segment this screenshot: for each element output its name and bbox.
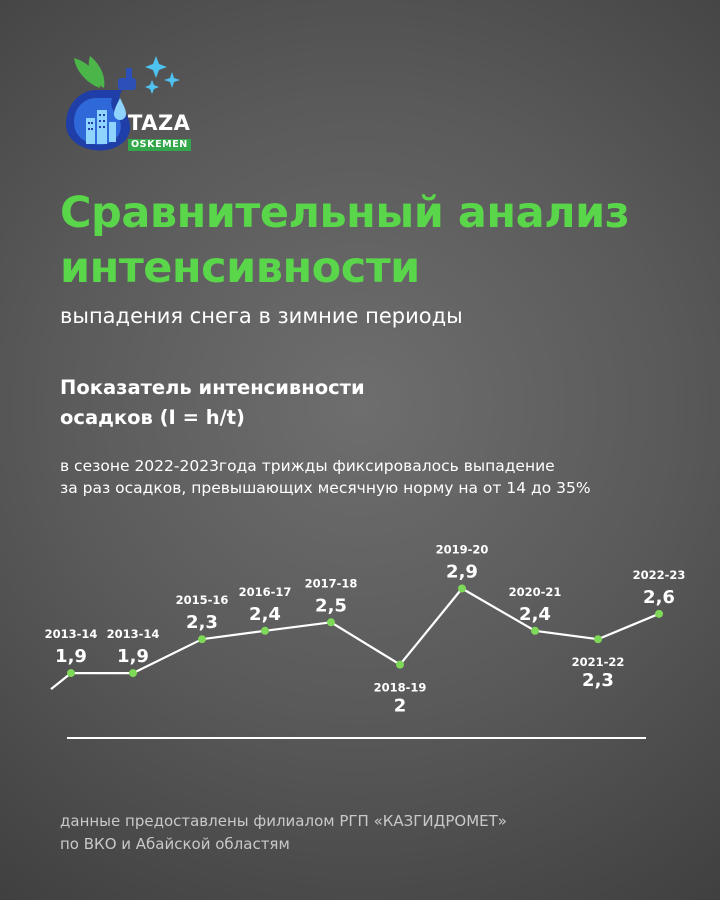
title-line-2: интенсивности [60, 243, 420, 293]
data-point [129, 669, 137, 677]
note-line-2: за раз осадков, превышающих месячную норму на от 14 до 35% [60, 479, 591, 497]
data-point [396, 661, 404, 669]
data-point [261, 627, 269, 635]
data-point [594, 635, 602, 643]
x-tick-label: 2017-18 [304, 576, 358, 591]
logo-oskemen: OSKEMEN [128, 139, 191, 151]
x-tick-label: 2015-16 [175, 593, 229, 608]
source-line-2: по ВКО и Абайской областям [60, 835, 290, 853]
page-subtitle: выпадения снега в зимние периоды [60, 304, 463, 328]
x-tick-label: 2016-17 [238, 584, 292, 599]
data-point [531, 627, 539, 635]
data-label: 2,4 [249, 603, 281, 625]
x-tick-label: 2013-14 [44, 627, 98, 642]
data-point [458, 584, 466, 592]
data-label: 2,4 [519, 603, 551, 625]
note-line-1: в сезоне 2022-2023года трижды фиксировалось выпадение [60, 457, 555, 475]
data-label: 2,3 [186, 612, 218, 634]
source-line-1: данные предоставлены филиалом РГП «КАЗГИДРОМЕТ» [60, 812, 507, 830]
data-point [327, 618, 335, 626]
intensity-line-chart [0, 542, 720, 760]
data-label: 2,6 [643, 586, 675, 608]
x-tick-label: 2020-21 [508, 584, 562, 599]
data-point [655, 610, 663, 618]
page-title [60, 186, 629, 296]
metric-line-1: Показатель интенсивности [60, 376, 365, 399]
data-source [60, 810, 507, 856]
data-point [198, 635, 206, 643]
x-tick-label: 2019-20 [435, 542, 489, 557]
data-point [67, 669, 75, 677]
data-label: 1,9 [55, 646, 87, 668]
x-tick-label: 2018-19 [373, 680, 427, 695]
logo-taza: TAZA [128, 111, 191, 135]
data-label: 1,9 [117, 646, 149, 668]
metric-heading [60, 373, 365, 433]
season-note [60, 455, 591, 499]
data-label: 2 [393, 695, 407, 717]
x-tick-label: 2022-23 [632, 567, 686, 582]
metric-line-2: осадков (I = h/t) [60, 406, 245, 429]
x-tick-label: 2021-22 [571, 655, 625, 670]
logo-text [128, 113, 191, 151]
x-tick-label: 2013-14 [106, 627, 160, 642]
title-line-1: Сравнительный анализ [60, 188, 630, 238]
data-label: 2,3 [582, 670, 614, 692]
data-label: 2,9 [446, 561, 478, 583]
data-label: 2,5 [315, 595, 347, 617]
